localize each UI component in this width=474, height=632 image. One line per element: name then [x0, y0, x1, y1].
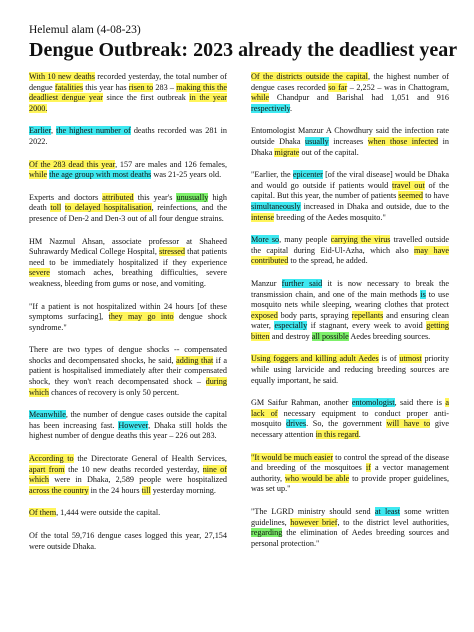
text-run: Of the total 59,716 dengue cases logged this year, 27,154 were outside Dhaka.	[29, 531, 227, 551]
text-run: stomach aches, breathing difficulties, severe weakness, bleeding from gums or nose, and vomiting.	[29, 268, 227, 288]
text-run: , said there is	[394, 398, 446, 408]
text-run: GM Saifur Rahman, another	[251, 398, 352, 408]
text-run: ,	[50, 126, 57, 136]
paragraph	[29, 126, 227, 147]
highlight-cyan: drives	[286, 419, 307, 429]
text-run: . So, the government	[306, 419, 387, 429]
highlight-cyan: entomologist	[351, 398, 395, 408]
highlight-yellow: stressed	[159, 247, 186, 257]
text-run: high death	[29, 192, 227, 213]
text-run: and ensuring clean water,	[251, 310, 449, 331]
text-run: Aedes breeding sources.	[348, 331, 431, 341]
highlight-yellow: fatalities	[54, 82, 84, 92]
highlight-yellow: while	[251, 93, 270, 103]
highlight-yellow: during which	[29, 377, 227, 397]
headline: Dengue Outbreak: 2023 already the deadliest year	[29, 39, 458, 61]
highlight-green: all possible	[311, 331, 349, 341]
text-run: is of	[378, 354, 400, 364]
paragraph	[251, 170, 449, 223]
paragraph	[251, 72, 449, 114]
paragraph	[29, 531, 227, 552]
highlight-yellow: so far	[328, 82, 348, 92]
text-run: to control the spread of the disease and breeding of the mosquitoes	[251, 452, 449, 473]
highlight-yellow: carrying the virus	[330, 235, 391, 245]
text-run: the Directorate General of Health Services,	[73, 454, 227, 464]
highlight-yellow: exposed	[251, 310, 278, 320]
left-column	[29, 72, 227, 564]
text-run: Manzur	[251, 278, 282, 288]
text-run: , the highest number of dengue cases recorded	[251, 72, 450, 92]
highlight-cyan: Earlier	[29, 126, 51, 136]
text-run: [of the viral disease] would be Dhaka and would go outside if patients would	[251, 170, 449, 190]
paragraph	[29, 410, 227, 442]
highlight-yellow: while	[29, 170, 48, 180]
text-run: , the number of dengue cases outside the capital has been increasing fast.	[29, 410, 227, 430]
highlight-yellow: in the year 2000.	[29, 93, 227, 113]
highlight-cyan: However	[118, 420, 149, 430]
text-run: Experts and doctors	[29, 192, 103, 202]
text-run: Entomologist Manzur A Chowdhury said the infection rate outside Dhaka	[251, 126, 449, 146]
highlight-yellow: making this the deadliest dengue year	[29, 82, 227, 103]
text-run: increased in Dhaka and outside, due to the	[300, 201, 449, 211]
highlight-yellow: a lack of	[251, 398, 449, 418]
text-run: to the spread, he added.	[288, 256, 368, 266]
text-run: chances of recovery is only 50 percent.	[49, 387, 180, 397]
text-run: , many people	[279, 235, 331, 245]
highlight-yellow: they may go into	[108, 312, 174, 322]
text-run: .	[358, 430, 361, 440]
highlight-yellow: attributed	[102, 192, 134, 202]
text-run: deaths recorded was 281 in 2022.	[29, 126, 228, 146]
text-run: , 1,444 were outside the capital.	[56, 508, 161, 518]
text-run: travelled outside the capital during Eid-Ul-Azha, which also	[251, 235, 450, 255]
text-run: priority while using larvicide and reducing breeding sources are equally important, he said.	[251, 354, 450, 385]
highlight-cyan: further said	[281, 278, 323, 288]
highlight-yellow: intense	[251, 212, 275, 222]
text-run: out of the capital.	[299, 147, 359, 157]
highlight-yellow: will have to	[386, 419, 431, 429]
text-run: yesterday morning.	[150, 485, 216, 495]
right-column	[251, 72, 449, 561]
text-run: "The LGRD ministry should send	[251, 507, 375, 516]
text-run: give necessary attention	[251, 419, 449, 440]
text-run: of the capital. But this year, the number of patients	[251, 180, 450, 201]
highlight-cyan: Meanwhile	[29, 410, 66, 420]
text-run: this year's	[133, 192, 177, 202]
text-run: to use mosquito nets while sleeping, wearing clothes that protect	[251, 289, 449, 310]
highlight-cyan: simultaneously	[251, 201, 301, 211]
highlight-cyan: at least	[374, 507, 400, 516]
text-run: , Dhaka still holds the highest number of dengue deaths this year – 226 out 283.	[29, 420, 227, 441]
text-run: the 10 new deaths recorded yesterday,	[64, 464, 203, 474]
text-run: Chandpur and Barishal had 1,051 and 916	[269, 93, 449, 103]
highlight-cyan: the highest number of	[56, 126, 131, 136]
text-run: "Earlier, the	[251, 170, 293, 180]
text-run: since the first outbreak	[102, 93, 190, 103]
paragraph	[29, 454, 227, 496]
text-run: a vector management authority,	[251, 463, 450, 483]
highlight-yellow: may have contributed	[251, 245, 449, 266]
text-run: that patients need to be immediately hospitalized if they experience	[29, 247, 227, 267]
text-run: if stagnant, every week to avoid	[307, 321, 427, 331]
highlight-cyan: usually	[305, 136, 329, 146]
highlight-yellow: severe	[29, 268, 50, 278]
text-run: and destroy	[269, 331, 312, 341]
highlight-yellow: "It would be much easier	[251, 452, 334, 462]
paragraph	[29, 302, 227, 334]
text-run: it is now necessary to break the transmission chain, and one of the main methods	[251, 278, 449, 299]
text-run: increases	[328, 136, 368, 146]
text-run: – 2,252 – was in Chattogram,	[347, 82, 449, 92]
paragraph	[29, 160, 227, 181]
paragraph	[251, 398, 449, 440]
highlight-yellow: however brief	[290, 517, 338, 527]
text-run: the elimination of Aedes breeding sources and personal protection."	[251, 528, 449, 548]
text-run: , 157 are males and 126 females,	[115, 159, 227, 169]
text-run: There are two types of dengue shocks -- compensated shocks and decompensated shocks, he said,	[29, 345, 227, 365]
highlight-yellow: when those infected	[367, 136, 439, 146]
highlight-cyan: is	[420, 289, 426, 299]
highlight-yellow: till	[141, 485, 151, 495]
text-run: breeding of the Aedes mosquito."	[274, 212, 386, 222]
paragraph	[251, 507, 449, 549]
paragraph	[29, 193, 227, 225]
highlight-yellow: travel out	[391, 180, 425, 190]
highlight-yellow: With 10 new deaths	[29, 72, 95, 81]
highlight-yellow: nine of which	[29, 464, 227, 485]
highlight-yellow: apart from	[29, 464, 65, 474]
highlight-yellow: Of them	[29, 508, 57, 518]
paragraph	[29, 345, 227, 398]
text-run: if a patient is hospitalised immediately after their compensated shock, they won't reach decompensated shock –	[29, 355, 227, 387]
paragraph	[251, 279, 449, 343]
text-run: , to the district level authorities,	[337, 517, 449, 527]
highlight-yellow: According to	[29, 454, 74, 464]
highlight-yellow: migrate	[274, 147, 300, 157]
text-run: "If a patient is not hospitalized within 24 hours [of these symptoms surfacing],	[29, 301, 227, 322]
highlight-yellow: getting bitten	[251, 321, 449, 341]
text-run: dengue shock syndrome."	[29, 312, 228, 332]
highlight-yellow: who would be able	[284, 473, 350, 483]
text-run: some written guidelines,	[251, 507, 449, 527]
highlight-cyan: epicenter	[292, 170, 323, 180]
paragraph	[29, 72, 227, 114]
highlight-yellow: to delayed hospitalisation	[64, 203, 152, 213]
highlight-cyan: the age group with most deaths	[49, 170, 152, 180]
highlight-yellow: Of the districts outside the capital	[251, 72, 368, 81]
text-run: .	[290, 103, 293, 113]
text-run: HM Nazmul Ahsan, associate professor at Shaheed Suhrawardy Medical College Hospital,	[29, 236, 227, 257]
highlight-yellow: risen to	[128, 82, 154, 92]
highlight-yellow: if	[365, 463, 371, 473]
highlight-green: unusually	[176, 192, 209, 202]
highlight-cyan: respectively	[251, 103, 291, 113]
text-run: were in Dhaka, 2,589 people were hospitalized	[49, 475, 227, 485]
byline: Helemul alam (4-08-23)	[29, 24, 141, 36]
text-run: in the 24 hours	[88, 485, 142, 495]
highlight-cyan: More so	[251, 235, 280, 245]
text-run: to provide proper guidelines, was set up."	[251, 473, 449, 494]
text-run: necessary equipment to conduct proper anti-mosquito	[251, 408, 449, 429]
paragraph	[29, 237, 227, 290]
text-run: recorded yesterday, the total number of dengue	[29, 72, 227, 92]
highlight-yellow: repellants	[351, 310, 384, 320]
highlight-cyan: especially	[274, 321, 308, 331]
highlight-yellow: Of the 283 dead this year	[29, 159, 116, 169]
paragraph	[251, 453, 449, 495]
highlight-green: regarding	[251, 528, 283, 538]
highlight-yellow: utmost	[399, 354, 422, 364]
highlight-yellow: across the country	[29, 485, 89, 495]
paragraph	[29, 508, 227, 519]
text-run: in Dhaka	[251, 136, 449, 157]
highlight-yellow: in this regard	[315, 430, 359, 440]
highlight-yellow: adding that	[176, 355, 214, 365]
text-run: , reinfections, and the presence of Den-2 and Den-3 out of all four dengue strains.	[29, 203, 227, 223]
text-run: body parts, spraying	[277, 310, 352, 320]
text-run: 283 –	[153, 82, 177, 92]
highlight-yellow: toll	[50, 203, 62, 213]
text-run: this year has	[83, 82, 129, 92]
paragraph	[251, 354, 449, 386]
text-run: was 21-25 years old.	[151, 170, 222, 180]
paragraph	[251, 126, 449, 158]
highlight-yellow: seemed	[398, 191, 423, 201]
paragraph	[251, 235, 449, 267]
highlight-yellow: Using foggers and killing adult Aedes	[251, 354, 379, 364]
text-run: to have	[422, 191, 450, 201]
